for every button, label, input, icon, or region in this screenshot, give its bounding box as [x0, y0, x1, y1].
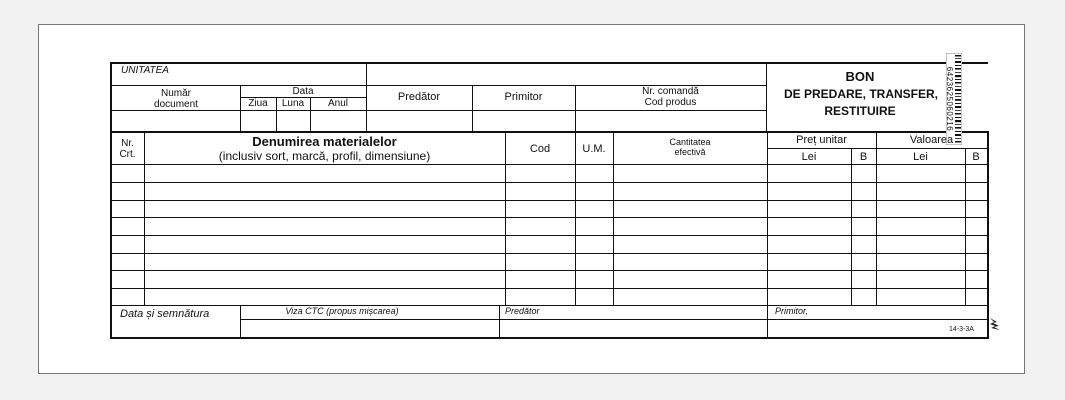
col-name-title: Denumirea materialelor [252, 134, 397, 149]
doc-number-label: Număr document [154, 88, 198, 110]
col-qty-header: Cantitatea efectivă [669, 137, 711, 157]
tree-logo-icon [988, 316, 1002, 332]
col-um-header: U.M. [582, 143, 606, 155]
order-label: Nr. comandă Cod produs [642, 86, 699, 108]
unit-price-lei-header: Lei [801, 151, 817, 163]
title-line-3: RESTITUIRE [824, 104, 896, 118]
col-nr-header: Nr. Crt. [119, 138, 136, 160]
receiver-label: Primitor [504, 91, 543, 103]
value-lei-header: Lei [913, 151, 928, 163]
unit-price-b-header: B [859, 151, 868, 163]
footer-giver-label: Predător [505, 306, 540, 316]
form-code: 14-3-3A [949, 326, 974, 333]
day-label: Ziua [248, 98, 268, 109]
col-unit-price-header: Preț unitar [796, 134, 847, 146]
title-line-2: DE PREDARE, TRANSFER, [783, 87, 938, 101]
title-line-1: BON [845, 69, 875, 84]
unit-label: UNITATEA [121, 65, 169, 76]
value-b-header: B [972, 151, 980, 163]
col-value-header: Valoarea [909, 134, 954, 146]
ctc-visa-label: Viza CTC (propus mișcarea) [285, 306, 399, 316]
footer-receiver-label: Primitor, [775, 306, 809, 316]
giver-label: Predător [397, 91, 441, 103]
date-label: Data [292, 86, 314, 97]
col-code-header: Cod [529, 143, 551, 155]
year-label: Anul [327, 98, 348, 109]
barcode-number: 6423625060216 [945, 66, 954, 132]
date-signature-label: Data și semnătura [120, 308, 210, 320]
month-label: Luna [281, 98, 305, 109]
col-name-subtitle: (inclusiv sort, marcă, profil, dimensiune) [218, 149, 431, 163]
